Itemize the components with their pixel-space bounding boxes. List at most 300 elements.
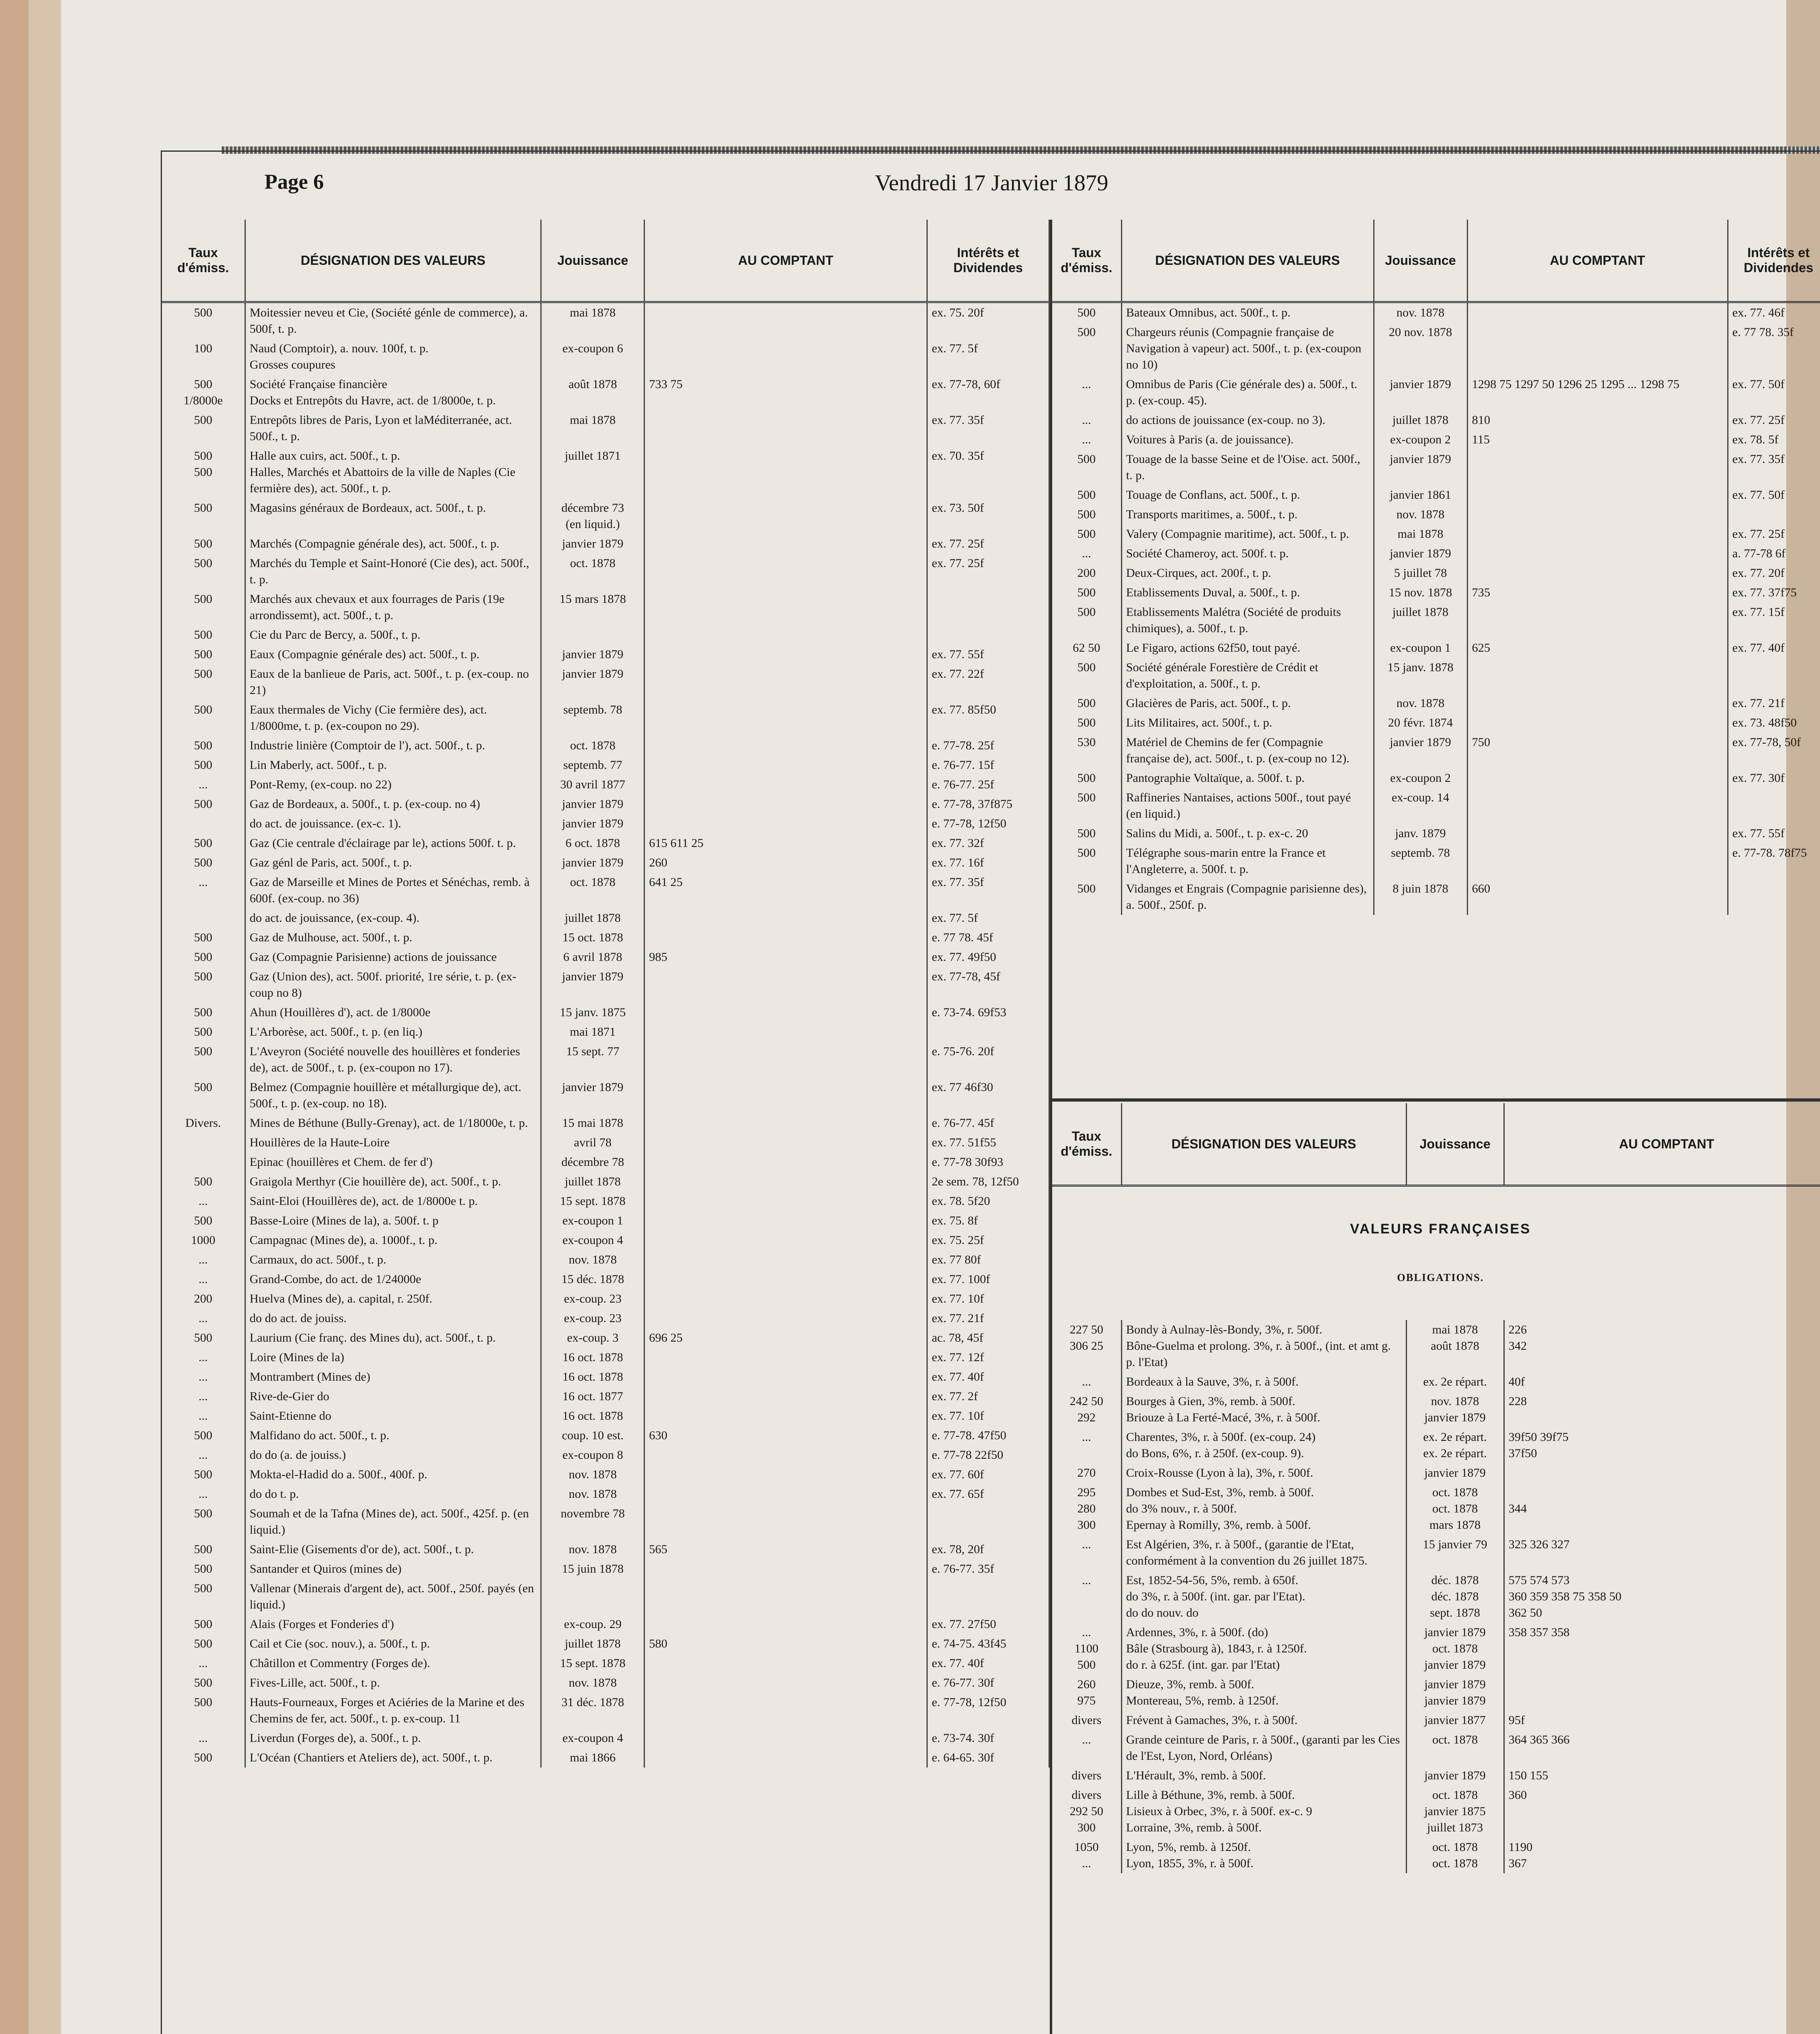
cell-comptant: 39f50 39f75 37f50 [1504,1427,1820,1463]
cell-taux: ... [162,1367,245,1387]
cell-name: do do act. de jouiss. [245,1309,541,1328]
cell-taux: 500 [162,1693,245,1728]
table-row [162,1387,1049,1406]
cell-name: Cail et Cie (soc. nouv.), a. 500f., t. p. [245,1634,541,1654]
table-row [162,664,1049,700]
cell-int: ex. 77. 10f [927,1406,1049,1426]
cell-comptant [1467,694,1728,713]
table-row [1052,1463,1820,1483]
cell-int: ex. 77. 30f [1728,768,1820,788]
table-row [162,1250,1049,1270]
cell-jouis: ex-coup. 14 [1374,788,1467,824]
cell-taux: 500 [162,410,245,446]
cell-comptant: 260 [645,853,927,873]
table-row [1052,1571,1820,1623]
cell-int: ex. 77 46f30 [927,1078,1049,1113]
cell-int: e. 77 78. 35f [1728,323,1820,375]
cell-taux: ... [162,1348,245,1367]
cell-name: Epinac (houillères et Chem. de fer d') [245,1152,541,1172]
cell-int: ex. 77-78, 45f [927,967,1049,1003]
cell-taux [162,908,245,928]
cell-name: Omnibus de Paris (Cie générale des) a. 500f., t. p. (ex-coup. 45). [1121,375,1374,410]
cell-int: e. 77 78. 45f [927,928,1049,947]
cell-jouis: 15 oct. 1878 [541,928,645,947]
cell-jouis: 15 mars 1878 [541,589,645,625]
cell-name: Belmez (Compagnie houillère et métallurgique de), act. 500f., t. p. (ex-coup. no 18). [245,1078,541,1113]
table-row [1052,485,1820,505]
cell-comptant: 733 75 [645,375,927,410]
cell-taux: ... [162,1192,245,1211]
newspaper-page [61,0,1813,2034]
cell-name: Pont-Remy, (ex-coup. no 22) [245,775,541,794]
cell-taux: ... [162,1728,245,1748]
cell-name: L'Arborèse, act. 500f., t. p. (en liq.) [245,1022,541,1042]
cell-int: ex. 77. 15f [1728,602,1820,638]
cell-name: Malfidano do act. 500f., t. p. [245,1426,541,1445]
cell-int [927,1022,1049,1042]
cell-name: Gaz (Cie centrale d'éclairage par le), actions 500f. t. p. [245,834,541,853]
table-row [162,1728,1049,1748]
cell-int: ex. 77. 55f [1728,824,1820,843]
cell-name: Est Algérien, 3%, r. à 500f., (garantie de l'Etat, conformément à la convention du 26 juillet 1875. [1121,1535,1406,1571]
cell-comptant: 40f [1504,1372,1820,1392]
table-row [162,1615,1049,1634]
cell-taux: 500 [1052,602,1121,638]
cell-comptant [645,1367,927,1387]
table-row [1052,450,1820,485]
cell-jouis: août 1878 [541,375,645,410]
cell-taux: 260 975 [1052,1675,1121,1711]
cell-comptant [645,1172,927,1192]
right-table-body [1052,302,1820,915]
cell-name: Montrambert (Mines de) [245,1367,541,1387]
cell-taux: ... [162,1654,245,1673]
cell-taux: 500 [162,302,245,339]
cell-name: Salins du Midi, a. 500f., t. p. ex-c. 20 [1121,824,1374,843]
obl-header-au-comptant: AU COMPTANT [1504,1103,1820,1186]
cell-jouis: juillet 1871 [541,446,645,498]
cell-int [927,1504,1049,1540]
table-row [162,589,1049,625]
cell-name: Gaz génl de Paris, act. 500f., t. p. [245,853,541,873]
cell-taux: 227 50 306 25 [1052,1320,1121,1372]
cell-jouis: ex-coupon 2 [1374,430,1467,450]
cell-jouis: janvier 1879 oct. 1878 janvier 1879 [1406,1623,1504,1675]
cell-jouis: 15 sept. 1878 [541,1192,645,1211]
cell-jouis: septemb. 78 [541,700,645,736]
cell-taux: ... [1052,1571,1121,1623]
cell-jouis: mai 1866 [541,1748,645,1768]
table-row [162,775,1049,794]
cell-comptant [1467,713,1728,733]
cell-comptant [645,1192,927,1211]
cell-jouis: janvier 1879 [541,853,645,873]
cell-jouis: janvier 1879 [1406,1463,1504,1483]
cell-name: Bourges à Gien, 3%, remb. à 500f. Briouze à La Ferté-Macé, 3%, r. à 500f. [1121,1392,1406,1427]
cell-taux: 500 [1052,323,1121,375]
table-row [1052,1483,1820,1535]
cell-taux: 500 [162,1615,245,1634]
cell-jouis: oct. 1878 oct. 1878 mars 1878 [1406,1483,1504,1535]
cell-int: ex. 77. 100f [927,1270,1049,1289]
cell-comptant [645,755,927,775]
cell-int: ex. 77. 5f [927,908,1049,928]
cell-comptant [645,1615,927,1634]
cell-name: Gaz de Bordeaux, a. 500f., t. p. (ex-coup. no 4) [245,794,541,814]
cell-int: ex. 77. 40f [927,1654,1049,1673]
cell-jouis: janvier 1879 [1374,450,1467,485]
cell-int [1728,658,1820,694]
cell-taux: ... [162,1406,245,1426]
cell-name: Marchés (Compagnie générale des), act. 500f., t. p. [245,534,541,554]
cell-jouis: oct. 1878 [541,736,645,755]
cell-int: e. 76-77. 30f [927,1673,1049,1693]
table-row [1052,1838,1820,1873]
cell-jouis: oct. 1878 [541,873,645,908]
cell-comptant [645,1693,927,1728]
cell-comptant: 625 [1467,638,1728,658]
cell-jouis: mai 1878 [541,410,645,446]
table-row [1052,302,1820,323]
cell-taux [162,1152,245,1172]
cell-int: e. 77-78. 25f [927,736,1049,755]
cell-taux: 500 [1052,879,1121,915]
cell-comptant: 325 326 327 [1504,1535,1820,1571]
table-row [162,1231,1049,1250]
cell-comptant [645,589,927,625]
cell-comptant [1467,768,1728,788]
table-row [162,375,1049,410]
cell-name: Gaz de Marseille et Mines de Portes et Sénéchas, remb. à 600f. (ex-coup. no 36) [245,873,541,908]
header-interets: Intérêts et Dividendes [927,220,1049,302]
cell-int: e. 76-77. 15f [927,755,1049,775]
table-row [162,853,1049,873]
cell-comptant [645,1211,927,1231]
table-row [162,302,1049,339]
cell-comptant: 660 [1467,879,1728,915]
table-row [162,928,1049,947]
cell-taux [162,1133,245,1152]
cell-taux: 200 [162,1289,245,1309]
cell-name: Eaux de la banlieue de Paris, act. 500f., t. p. (ex-coup. no 21) [245,664,541,700]
cell-int [927,589,1049,625]
cell-int: ex. 77. 27f50 [927,1615,1049,1634]
cell-taux: 270 [1052,1463,1121,1483]
cell-comptant [645,908,927,928]
cell-comptant [645,1042,927,1078]
cell-comptant [1467,658,1728,694]
cell-taux: ... [162,873,245,908]
cell-jouis: ex-coupon 6 [541,339,645,375]
cell-taux: ... 1100 500 [1052,1623,1121,1675]
cell-int: ex. 77. 40f [927,1367,1049,1387]
obligations-section-rule [1050,1098,1820,1102]
cell-int: ex. 77. 55f [927,645,1049,664]
cell-int: ex. 77. 20f [1728,563,1820,583]
cell-taux: 500 [162,1003,245,1022]
cell-int: ex. 78. 5f [1728,430,1820,450]
table-row [162,1270,1049,1289]
cell-name: Industrie linière (Comptoir de l'), act. 500f., t. p. [245,736,541,755]
table-row [162,1133,1049,1152]
cell-comptant [645,794,927,814]
cell-int: ex. 77. 37f75 [1728,583,1820,602]
table-row [162,446,1049,498]
page-date: Vendredi 17 Janvier 1879 [875,170,1108,196]
cell-comptant [1467,544,1728,563]
cell-taux: 500 [162,1748,245,1768]
cell-jouis: coup. 10 est. [541,1426,645,1445]
cell-name: Société générale Forestière de Crédit et d'exploitation, a. 500f., t. p. [1121,658,1374,694]
cell-comptant: 1190 367 [1504,1838,1820,1873]
cell-taux: 500 [162,1172,245,1192]
cell-comptant: 344 [1504,1483,1820,1535]
cell-int: ex. 77 80f [927,1250,1049,1270]
obligations-title-cell [1052,1186,1820,1320]
header-au-comptant: AU COMPTANT [645,220,927,302]
cell-jouis: 15 déc. 1878 [541,1270,645,1289]
cell-jouis: nov. 1878 [541,1484,645,1504]
table-row [162,625,1049,645]
cell-taux: ... [1052,1730,1121,1766]
table-row [162,1078,1049,1113]
cell-comptant [645,1309,927,1328]
cell-comptant [1467,602,1728,638]
cell-name: Croix-Rousse (Lyon à la), 3%, r. 500f. [1121,1463,1406,1483]
cell-name: L'Hérault, 3%, remb. à 500f. [1121,1766,1406,1785]
cell-taux: 500 [162,1022,245,1042]
cell-jouis: ex-coup. 3 [541,1328,645,1348]
cell-name: Ahun (Houillères d'), act. de 1/8000e [245,1003,541,1022]
cell-comptant [645,410,927,446]
cell-name: Société Chameroy, act. 500f. t. p. [1121,544,1374,563]
table-row [1052,323,1820,375]
cell-jouis: juillet 1878 [1374,602,1467,638]
cell-taux: ... [1052,1427,1121,1463]
table-row [1052,733,1820,768]
cell-int [927,1579,1049,1615]
cell-taux: ... [1052,544,1121,563]
table-row [162,1348,1049,1367]
cell-taux: 500 [162,700,245,736]
cell-int [927,625,1049,645]
cell-name: Magasins généraux de Bordeaux, act. 500f., t. p. [245,498,541,534]
cell-int: ex. 77. 21f [1728,694,1820,713]
cell-taux: divers [1052,1766,1121,1785]
header-designation-right: DÉSIGNATION DES VALEURS [1121,220,1374,302]
cell-comptant: 364 365 366 [1504,1730,1820,1766]
cell-jouis: nov. 1878 janvier 1879 [1406,1392,1504,1427]
cell-taux: 500 [162,967,245,1003]
left-table [162,220,1050,1768]
cell-name: Naud (Comptoir), a. nouv. 100f, t. p. Grosses coupures [245,339,541,375]
cell-name: Basse-Loire (Mines de la), a. 500f. t. p [245,1211,541,1231]
cell-name: Marchés aux chevaux et aux fourrages de Paris (19e arrondissemt), act. 500f., t. p. [245,589,541,625]
cell-comptant: 115 [1467,430,1728,450]
cell-taux: 530 [1052,733,1121,768]
cell-jouis: ex-coup. 23 [541,1309,645,1328]
cell-int: ex. 78, 20f [927,1540,1049,1559]
cell-int: e. 73-74. 30f [927,1728,1049,1748]
cell-comptant [1467,843,1728,879]
cell-jouis: janvier 1879 janvier 1879 [1406,1675,1504,1711]
cell-comptant [645,302,927,339]
cell-comptant [645,1654,927,1673]
cell-taux: ... [1052,1535,1121,1571]
cell-name: Lille à Béthune, 3%, remb. à 500f. Lisieux à Orbec, 3%, r. à 500f. ex-c. 9 Lorraine, 3%, remb. à 500f. [1121,1785,1406,1838]
cell-taux: 500 [162,1042,245,1078]
cell-jouis: septemb. 77 [541,755,645,775]
cell-comptant: 580 [645,1634,927,1654]
left-column [162,220,1050,1768]
cell-name: Grande ceinture de Paris, r. à 500f., (garanti par les Cies de l'Est, Lyon, Nord, Orléans) [1121,1730,1406,1766]
cell-jouis: mai 1871 [541,1022,645,1042]
cell-jouis: 31 déc. 1878 [541,1693,645,1728]
cell-name: Santander et Quiros (mines de) [245,1559,541,1579]
cell-taux: 500 [1052,824,1121,843]
cell-comptant: 1298 75 1297 50 1296 25 1295 ... 1298 75 [1467,375,1728,410]
cell-name: Grand-Combe, do act. de 1/24000e [245,1270,541,1289]
cell-name: Eaux thermales de Vichy (Cie fermière des), act. 1/8000me, t. p. (ex-coupon no 29). [245,700,541,736]
cell-comptant [645,554,927,589]
cell-comptant: 696 25 [645,1328,927,1348]
cell-name: Est, 1852-54-56, 5%, remb. à 650f. do 3%, r. à 500f. (int. gar. par l'Etat). do do nouv. do [1121,1571,1406,1623]
table-row [1052,524,1820,544]
table-row [1052,544,1820,563]
cell-comptant [645,928,927,947]
right-table [1052,220,1820,915]
obl-header-jouissance: Jouissance [1406,1103,1504,1186]
cell-jouis: 6 oct. 1878 [541,834,645,853]
table-row [162,1426,1049,1445]
cell-taux: 500 [1052,302,1121,323]
cell-jouis: 15 juin 1878 [541,1559,645,1579]
cell-comptant [645,700,927,736]
cell-comptant: 641 25 [645,873,927,908]
cell-int: ex. 77. 85f50 [927,700,1049,736]
cell-name: Laurium (Cie franç. des Mines du), act. 500f., t. p. [245,1328,541,1348]
cell-taux: ... [162,1250,245,1270]
cell-taux: 500 [162,947,245,967]
table-row [162,1748,1049,1768]
table-row [162,339,1049,375]
cell-jouis: janvier 1879 [1374,733,1467,768]
cell-int: ex. 78. 5f20 [927,1192,1049,1211]
cell-taux: ... [162,1270,245,1289]
cell-taux: 1000 [162,1231,245,1250]
cell-jouis: 15 mai 1878 [541,1113,645,1133]
cell-comptant: 360 [1504,1785,1820,1838]
section-title: VALEURS FRANÇAISES [1350,1221,1531,1237]
cell-taux: 500 [162,1559,245,1579]
cell-comptant [1467,302,1728,323]
right-column [1052,220,1820,915]
cell-int: ex. 75. 20f [927,302,1049,339]
cell-int: ex. 77. 25f [927,534,1049,554]
cell-jouis: oct. 1878 janvier 1875 juillet 1873 [1406,1785,1504,1838]
table-row [162,794,1049,814]
cell-int: ex. 77-78, 60f [927,375,1049,410]
cell-name: Vidanges et Engrais (Compagnie parisienne des), a. 500f., 250f. p. [1121,879,1374,915]
cell-taux: 500 [1052,694,1121,713]
obligations-table [1052,1103,1820,1873]
table-row [162,1328,1049,1348]
cell-int: ex. 77. 22f [927,664,1049,700]
obl-header-taux: Taux d'émiss. [1052,1103,1121,1186]
cell-name: Lits Militaires, act. 500f., t. p. [1121,713,1374,733]
cell-name: Lyon, 5%, remb. à 1250f. Lyon, 1855, 3%, r. à 500f. [1121,1838,1406,1873]
cell-comptant [645,1465,927,1484]
cell-int: e. 73-74. 69f53 [927,1003,1049,1022]
cell-taux: 500 [162,853,245,873]
cell-int: e. 77-78 30f93 [927,1152,1049,1172]
cell-int: ex. 77-78, 50f [1728,733,1820,768]
cell-taux: 500 [162,1465,245,1484]
cell-comptant [645,1728,927,1748]
cell-int: ex. 77. 65f [927,1484,1049,1504]
cell-int: ex. 77. 25f [1728,524,1820,544]
table-row [1052,1372,1820,1392]
table-row [162,1192,1049,1211]
cell-name: Cie du Parc de Bercy, a. 500f., t. p. [245,625,541,645]
cell-taux: 500 [1052,485,1121,505]
cell-name: Loire (Mines de la) [245,1348,541,1367]
cell-name: do do t. p. [245,1484,541,1504]
cell-comptant [645,967,927,1003]
cell-name: Charentes, 3%, r. à 500f. (ex-coup. 24) do Bons, 6%, r. à 250f. (ex-coup. 9). [1121,1427,1406,1463]
cell-int: ex. 77. 50f [1728,375,1820,410]
cell-int: e. 77-78 22f50 [927,1445,1049,1465]
cell-comptant: 750 [1467,733,1728,768]
cell-int: 2e sem. 78, 12f50 [927,1172,1049,1192]
cell-taux: 500 [1052,788,1121,824]
header-jouissance-right: Jouissance [1374,220,1467,302]
cell-name: Rive-de-Gier do [245,1387,541,1406]
table-row [162,1693,1049,1728]
cell-int: e. 77-78. 78f75 [1728,843,1820,879]
cell-jouis: nov. 1878 [541,1540,645,1559]
cell-jouis: nov. 1878 [1374,505,1467,524]
cell-jouis: 16 oct. 1877 [541,1387,645,1406]
cell-taux: 500 [162,736,245,755]
cell-int: ex. 77. 25f [1728,410,1820,430]
header-interets-right: Intérêts et Dividendes [1728,220,1820,302]
header-au-comptant-right: AU COMPTANT [1467,220,1728,302]
cell-comptant [645,1387,927,1406]
cell-taux: 200 [1052,563,1121,583]
cell-name: Huelva (Mines de), a. capital, r. 250f. [245,1289,541,1309]
cell-comptant [645,1673,927,1693]
table-row [1052,824,1820,843]
cell-taux: 295 280 300 [1052,1483,1121,1535]
cell-jouis: ex-coupon 4 [541,1231,645,1250]
cell-jouis: 15 janvier 79 [1406,1535,1504,1571]
cell-taux: 242 50 292 [1052,1392,1121,1427]
table-row [1052,1711,1820,1730]
cell-taux: 500 [162,1504,245,1540]
cell-jouis: nov. 1878 [1374,302,1467,323]
obl-header-designation: DÉSIGNATION DES VALEURS [1121,1103,1406,1186]
cell-jouis: 15 nov. 1878 [1374,583,1467,602]
cell-comptant [1467,323,1728,375]
cell-name: Matériel de Chemins de fer (Compagnie française de), act. 500f., t. p. (ex-coup no 12). [1121,733,1374,768]
cell-int [1728,505,1820,524]
cell-taux: 500 [1052,524,1121,544]
cell-int: e. 75-76. 20f [927,1042,1049,1078]
cell-taux: ... [162,1309,245,1328]
cell-int: ex. 73. 48f50 [1728,713,1820,733]
cell-jouis: avril 78 [541,1133,645,1152]
